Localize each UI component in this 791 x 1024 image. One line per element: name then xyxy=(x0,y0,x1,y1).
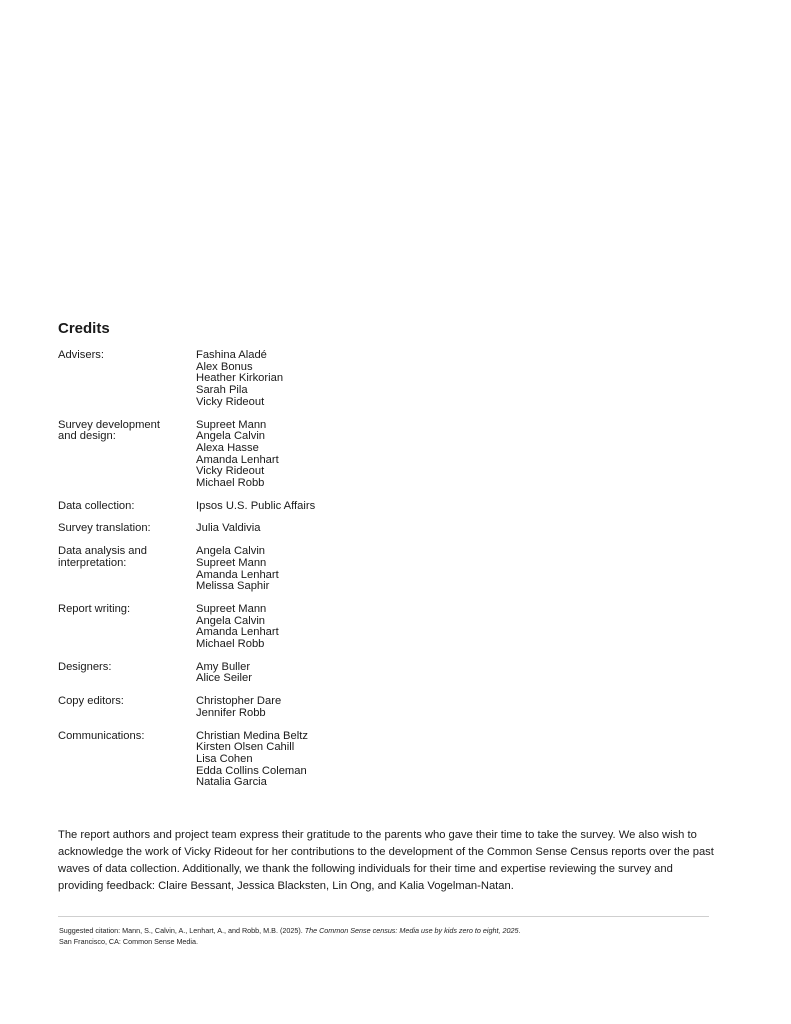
credit-name: Julia Valdivia xyxy=(196,522,261,535)
credit-names xyxy=(196,420,478,490)
credit-name: Michael Robb xyxy=(196,638,265,651)
credit-name: Edda Collins Coleman xyxy=(196,764,307,777)
suggested-citation xyxy=(59,925,520,947)
credits-heading: Credits xyxy=(58,320,110,337)
credit-name: Amanda Lenhart xyxy=(196,453,279,466)
credit-name: Fashina Aladé xyxy=(196,349,267,361)
credit-names xyxy=(196,546,478,593)
credit-name: Alexa Hasse xyxy=(196,441,259,454)
credit-name: Supreet Mann xyxy=(196,556,267,569)
credit-role: Communications: xyxy=(58,729,145,742)
credit-name: Alex Bonus xyxy=(196,360,253,373)
footer-divider xyxy=(58,916,709,917)
credit-name: Natalia Garcia xyxy=(196,776,267,789)
citation-title: The Common Sense census: Media use by kids zero to eight, 2025 xyxy=(304,926,519,935)
credit-role: Designers: xyxy=(58,660,112,673)
credit-name: Lisa Cohen xyxy=(196,752,253,765)
credit-name: Vicky Rideout xyxy=(196,465,265,478)
credit-name: Michael Robb xyxy=(196,477,265,490)
credit-role: Copy editors: xyxy=(58,695,124,708)
citation-line-2: San Francisco, CA: Common Sense Media. xyxy=(59,937,199,946)
credit-names xyxy=(196,604,478,651)
credit-name: Kirsten Olsen Cahill xyxy=(196,741,295,754)
acknowledgment-paragraph: The report authors and project team express their gratitude to the parents who gave their time to take the survey. We also wish to acknowledge the work of Vicky Rideout for her contributions to the development of the Common Sense Census reports over the past waves of data collection. Additionally, we thank the following individuals for their time and expertise reviewing the survey and providing feedback: Claire Bessant, Jessica Blacksten, Lin Ong, and Kalia Vogelman-Natan. xyxy=(58,829,714,892)
credit-role: Data collection: xyxy=(58,499,135,512)
credit-row xyxy=(58,350,478,409)
credits-table xyxy=(58,350,478,789)
credit-name: Melissa Saphir xyxy=(196,580,270,593)
credit-name: Christian Medina Beltz xyxy=(196,729,308,742)
credit-names xyxy=(196,696,478,719)
credit-name: Vicky Rideout xyxy=(196,395,265,408)
credit-name: Sarah Pila xyxy=(196,384,248,397)
credit-role: Survey development and design: xyxy=(58,418,160,443)
credit-row xyxy=(58,604,478,651)
credit-names xyxy=(196,731,478,790)
credit-role: Advisers: xyxy=(58,349,105,361)
credit-name: Supreet Mann xyxy=(196,602,267,615)
credit-name: Supreet Mann xyxy=(196,418,267,431)
credit-name: Angela Calvin xyxy=(196,545,266,558)
credit-row xyxy=(58,662,478,685)
credit-row xyxy=(58,696,478,719)
credit-row xyxy=(58,523,478,535)
credit-row xyxy=(58,731,478,790)
credit-name: Amanda Lenhart xyxy=(196,568,279,581)
credit-name: Alice Seiler xyxy=(196,672,252,685)
credit-row xyxy=(58,546,478,593)
credit-row xyxy=(58,420,478,490)
credit-name: Jennifer Robb xyxy=(196,706,266,719)
credit-names xyxy=(196,523,478,535)
credit-names xyxy=(196,350,478,409)
citation-suffix: . xyxy=(518,926,521,935)
credit-name: Amy Buller xyxy=(196,660,251,673)
credit-row xyxy=(58,501,478,513)
credit-role: Data analysis and interpretation: xyxy=(58,545,147,569)
credit-name: Christopher Dare xyxy=(196,695,282,708)
credit-name: Heather Kirkorian xyxy=(196,372,284,385)
credit-name: Amanda Lenhart xyxy=(196,626,279,639)
credit-name: Angela Calvin xyxy=(196,430,266,443)
citation-line-1 xyxy=(59,925,520,936)
credit-names xyxy=(196,501,478,513)
credit-role: Report writing: xyxy=(58,602,131,615)
credit-names xyxy=(196,662,478,685)
credit-name: Angela Calvin xyxy=(196,614,266,627)
credit-role: Survey translation: xyxy=(58,522,151,535)
citation-prefix: Suggested citation: Mann, S., Calvin, A., Lenhart, A., and Robb, M.B. (2025). xyxy=(59,926,305,935)
credit-name: Ipsos U.S. Public Affairs xyxy=(196,499,316,512)
